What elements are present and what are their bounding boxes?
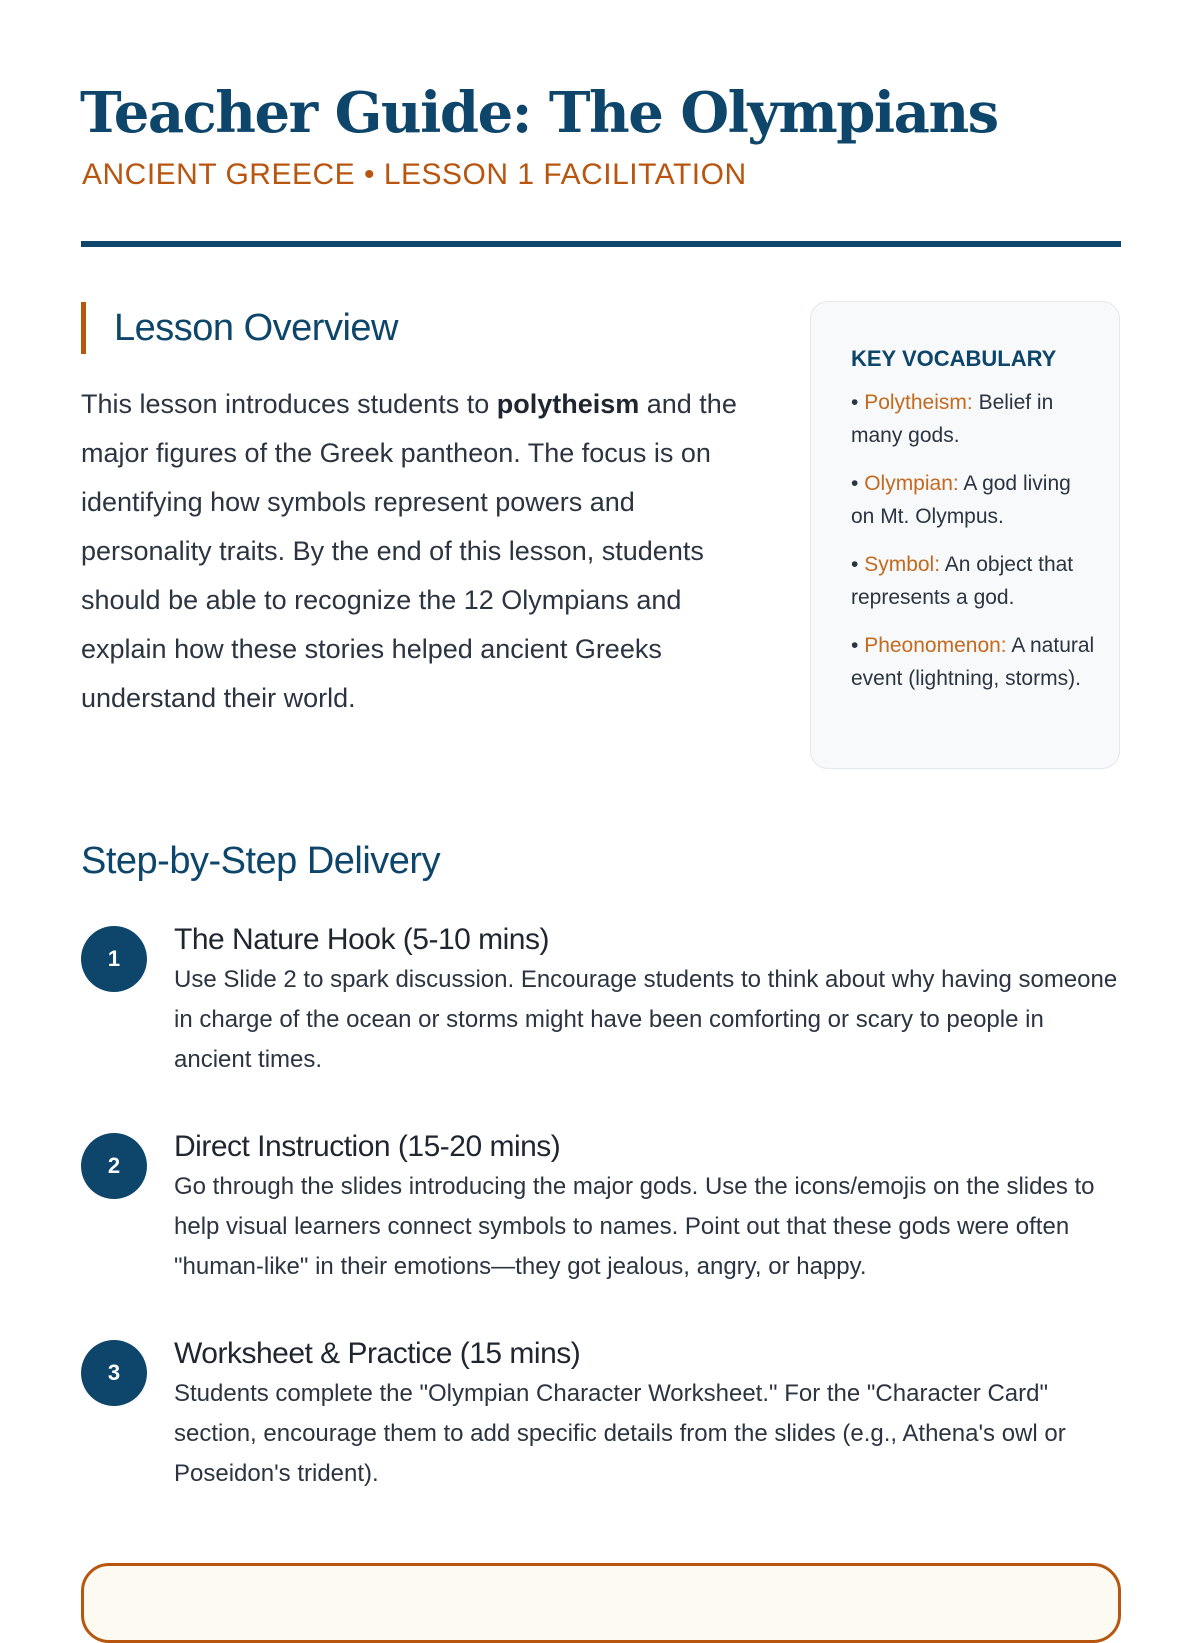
step-item: [81, 1127, 1121, 1287]
step-by-step-heading: Step-by-Step Delivery: [81, 840, 441, 882]
step-description: Use Slide 2 to spark discussion. Encourage students to think about why having someone in charge of the ocean or storms might have been comforting or scary to people in ancient times.: [174, 966, 1118, 1073]
step-item: [81, 1334, 1121, 1494]
key-vocabulary-title: KEY VOCABULARY: [851, 346, 1057, 371]
vocab-definition: A natural event (lightning, storms).: [851, 634, 1095, 690]
vocab-definition: A god living on Mt. Olympus.: [851, 472, 1071, 528]
overview-text-end: and the major figures of the Greek pantheon. The focus is on identifying how symbols represent powers and personality traits. By the end of this lesson, students should be able to recognize the 12 Olympians and explain how these stories helped ancient Greeks understand their world.: [81, 389, 737, 713]
key-vocabulary-card: [810, 301, 1120, 769]
page-subtitle: ANCIENT GREECE • LESSON 1 FACILITATION: [82, 158, 747, 191]
vocab-term: Olympian:: [864, 472, 959, 495]
vocab-item: • Symbol: An object that represents a god.: [851, 553, 1074, 609]
vocab-term: Symbol:: [864, 553, 941, 576]
vocab-item: • Olympian: A god living on Mt. Olympus.: [851, 472, 1071, 528]
step-number-badge: 3: [81, 1340, 147, 1406]
step-number-badge: 2: [81, 1133, 147, 1199]
page-title: Teacher Guide: The Olympians: [80, 80, 998, 146]
lesson-overview-text: [81, 380, 761, 723]
vocab-item: • Polytheism: Belief in many gods.: [851, 391, 1054, 447]
vocab-definition: An object that represents a god.: [851, 553, 1074, 609]
step-item: [81, 920, 1121, 1080]
vocab-term: Polytheism:: [864, 391, 973, 414]
step-description: Students complete the "Olympian Character Worksheet." For the "Character Card" section, encourage them to add specific details from the slides (e.g., Athena's owl or Poseidon's trident).: [174, 1380, 1066, 1487]
step-title: Worksheet & Practice (15 mins): [174, 1337, 581, 1370]
vocab-term: Pheonomenon:: [864, 634, 1007, 657]
lesson-overview-heading: Lesson Overview: [81, 302, 398, 354]
step-title: Direct Instruction (15-20 mins): [174, 1130, 561, 1163]
step-description: Go through the slides introducing the major gods. Use the icons/emojis on the slides to help visual learners connect symbols to names. Point out that these gods were often "human-like" in their emotions—they got jealous, angry, or happy.: [174, 1173, 1095, 1280]
overview-text-start: This lesson introduces students to: [81, 389, 497, 419]
tips-callout-box: [81, 1563, 1121, 1643]
overview-bold-term: polytheism: [496, 389, 640, 419]
step-title: The Nature Hook (5-10 mins): [174, 923, 549, 956]
header-divider: [81, 241, 1121, 247]
vocab-item: • Pheonomenon: A natural event (lightning, storms).: [851, 634, 1095, 690]
step-number-badge: 1: [81, 926, 147, 992]
vocab-definition: Belief in many gods.: [851, 391, 1054, 447]
